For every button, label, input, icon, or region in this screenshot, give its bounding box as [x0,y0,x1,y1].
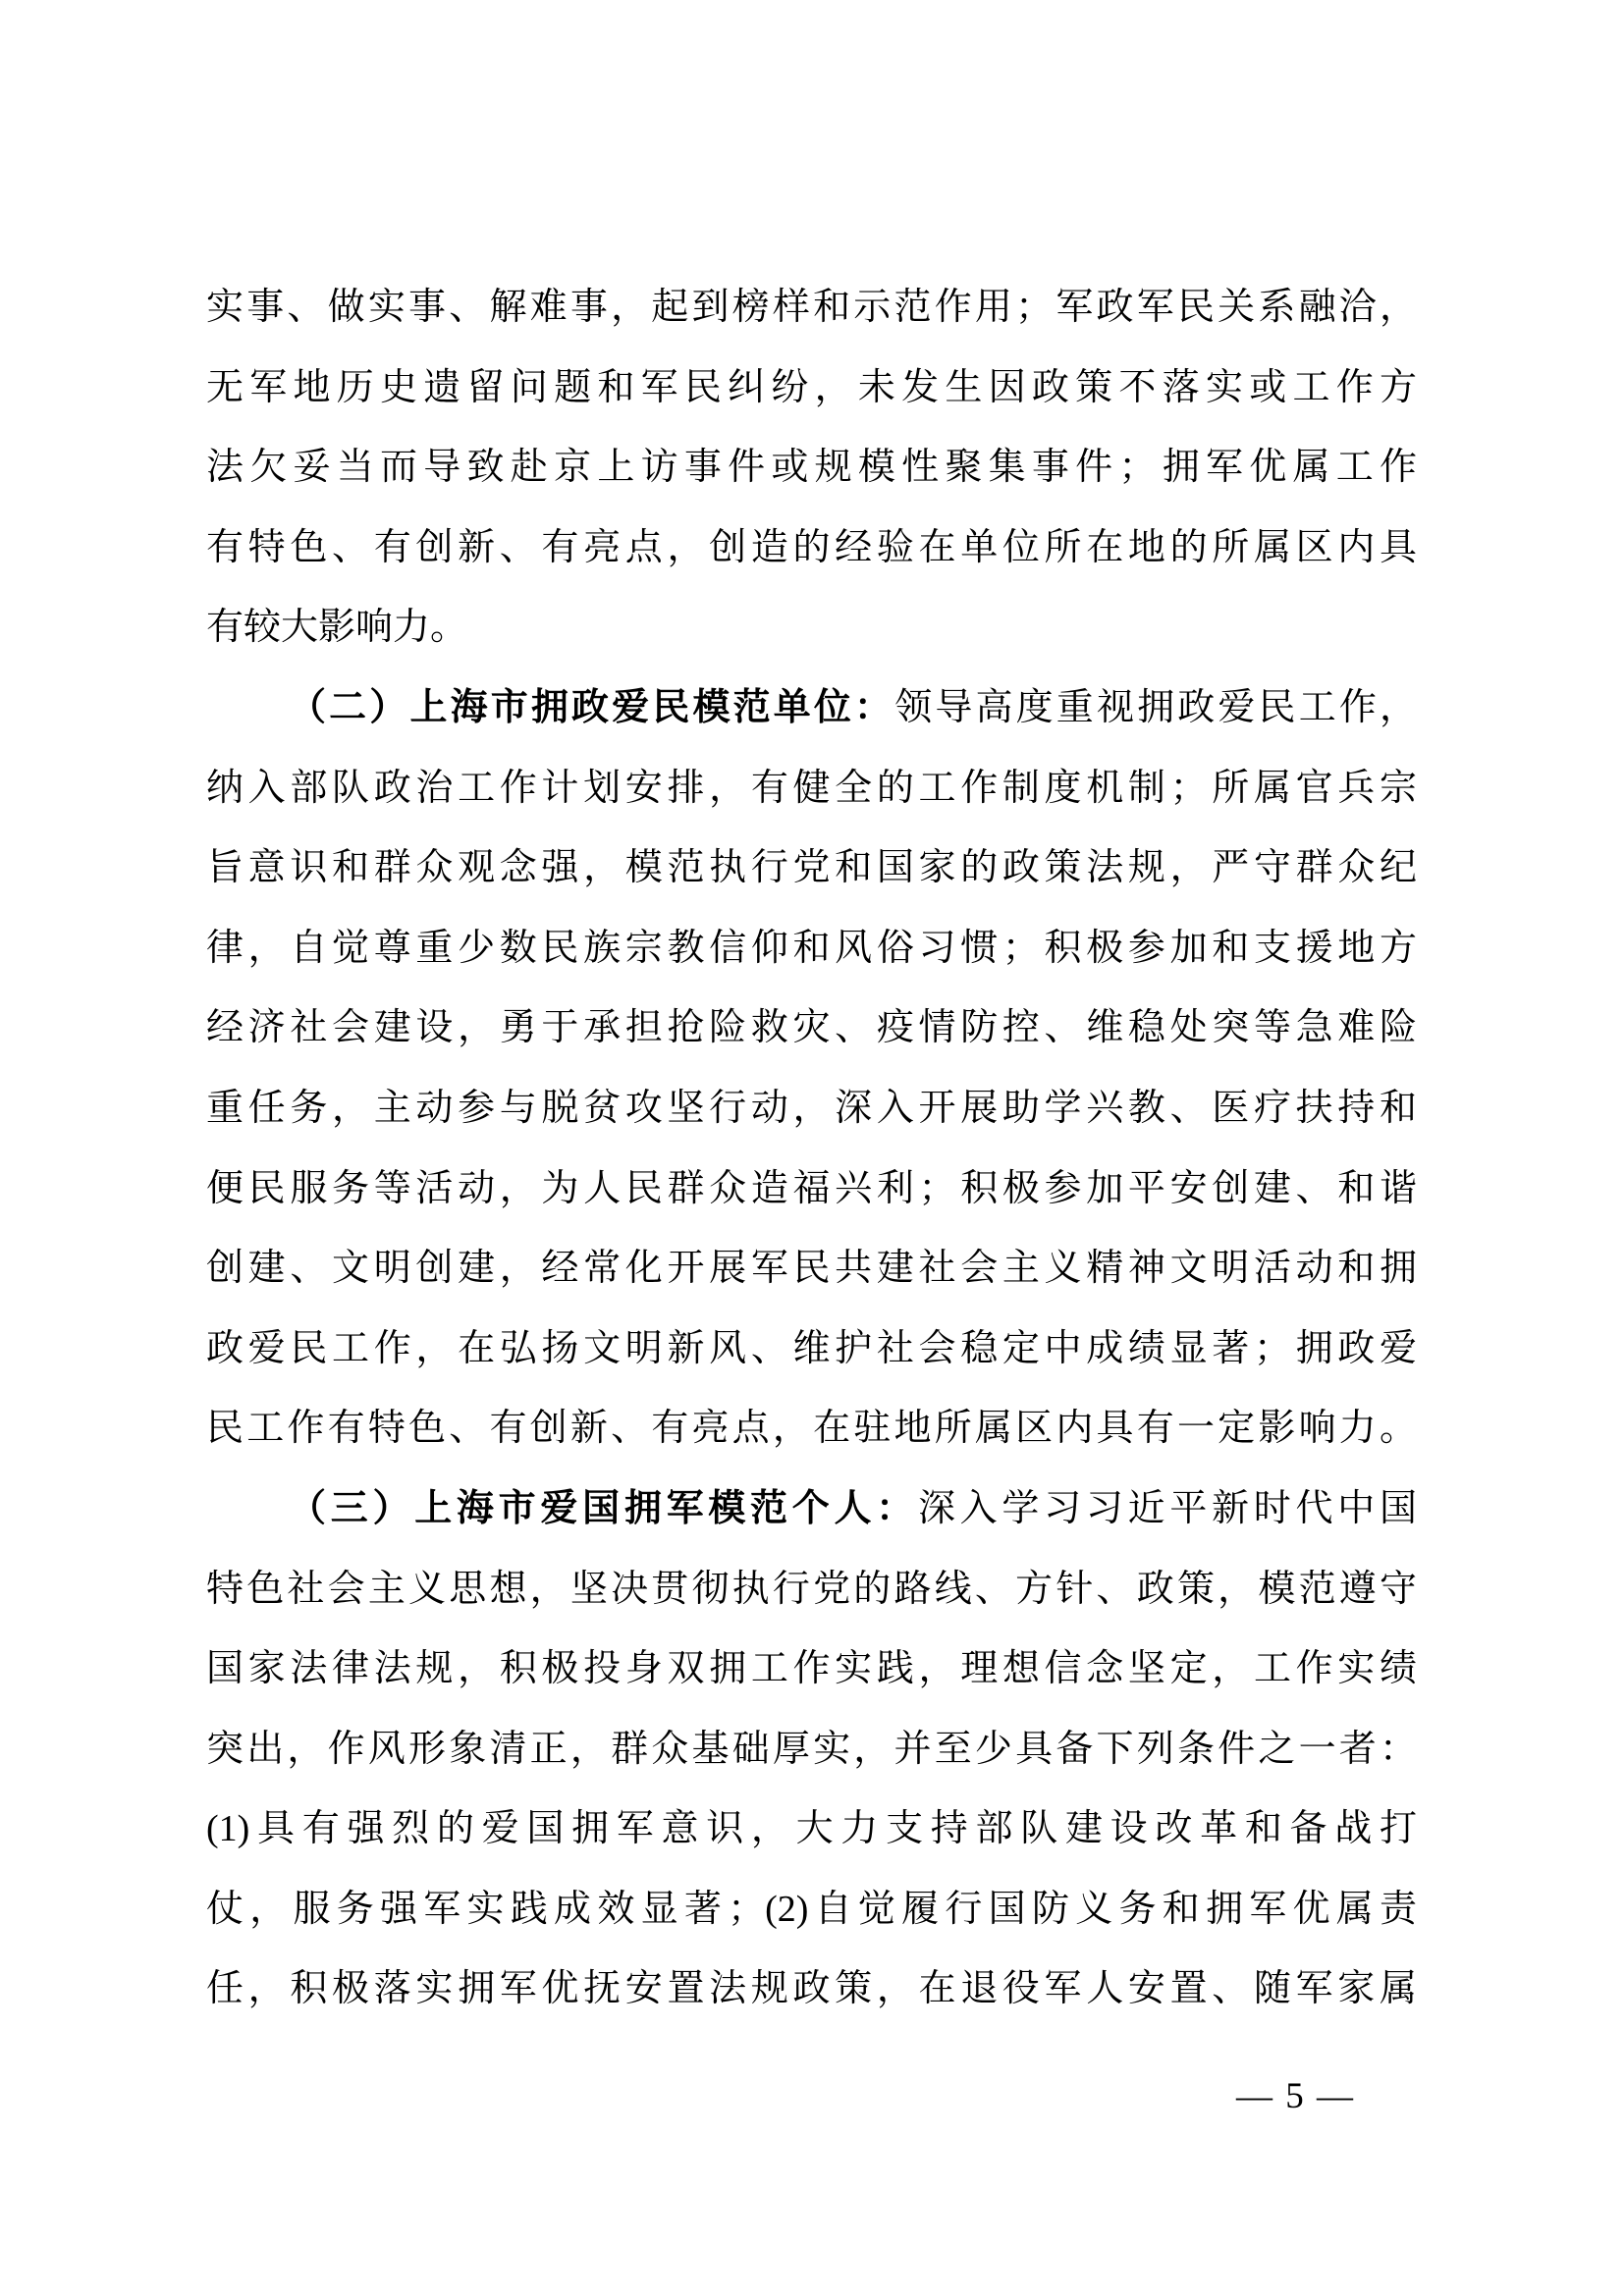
body-text: 有较大影响力。 [206,607,468,649]
body-text: 政爱民工作，在弘扬文明新风、维护社会稳定中成绩显著；拥政爱 [206,1327,1417,1369]
body-text: 突出，作风形象清正，群众基础厚实，并至少具备下列条件之一者： [206,1728,1417,1770]
body-line [206,588,1417,668]
body-text: 创建、文明创建，经常化开展军民共建社会主义精神文明活动和拥 [206,1248,1417,1290]
body-text: 经济社会建设，勇于承担抢险救灾、疫情防控、维稳处突等急难险 [206,1007,1417,1049]
body-text: 仗，服务强军实践成效显著；(2)自觉履行国防义务和拥军优属责 [206,1888,1417,1930]
section-heading: （三）上海市爱国拥军模范个人： [289,1487,918,1529]
body-text: 法欠妥当而导致赴京上访事件或规模性聚集事件；拥军优属工作 [206,447,1417,489]
body-line [206,1870,1417,1950]
body-line [206,1629,1417,1710]
body-text: 特色社会主义思想，坚决贯彻执行党的路线、方针、政策，模范遵守 [206,1568,1417,1610]
body-text: 有特色、有创新、有亮点，创造的经验在单位所在地的所属区内具 [206,526,1417,568]
body-line [206,1949,1417,2030]
body-text: (1)具有强烈的爱国拥军意识，大力支持部队建设改革和备战打 [206,1808,1417,1850]
section-heading: （二）上海市拥政爱民模范单位： [289,686,895,728]
body-text: 无军地历史遗留问题和军民纠纷，未发生因政策不落实或工作方 [206,366,1417,408]
body-line [206,988,1417,1069]
body-line [206,428,1417,508]
body-text: 律，自觉尊重少数民族宗教信仰和风俗习惯；积极参加和支援地方 [206,927,1417,969]
body-line [206,749,1417,829]
document-body [206,268,1417,2030]
body-text: 国家法律法规，积极投身双拥工作实践，理想信念坚定，工作实绩 [206,1648,1417,1690]
body-line [206,828,1417,909]
body-text: 便民服务等活动，为人民群众造福兴利；积极参加平安创建、和谐 [206,1167,1417,1209]
body-text: 旨意识和群众观念强，模范执行党和国家的政策法规，严守群众纪 [206,847,1417,889]
body-text: 重任务，主动参与脱贫攻坚行动，深入开展助学兴教、医疗扶持和 [206,1087,1417,1129]
body-text: 领导高度重视拥政爱民工作， [894,686,1417,728]
body-line [206,348,1417,429]
body-text: 任，积极落实拥军优抚安置法规政策，在退役军人安置、随军家属 [206,1968,1417,2010]
page-number [1192,2042,1355,2151]
page-number-text: — 5 — [1236,2076,1355,2116]
body-line [206,1710,1417,1790]
body-line [206,909,1417,989]
body-text: 实事、做实事、解难事，起到榜样和示范作用；军政军民关系融洽， [206,287,1417,328]
body-line [206,1149,1417,1230]
body-line [206,1389,1417,1469]
body-line [206,1789,1417,1870]
body-line [206,1469,1417,1550]
body-line [206,508,1417,589]
body-text: 纳入部队政治工作计划安排，有健全的工作制度机制；所属官兵宗 [206,767,1417,809]
body-text: 民工作有特色、有创新、有亮点，在驻地所属区内具有一定影响力。 [206,1408,1417,1450]
body-text: 深入学习习近平新时代中国 [917,1487,1417,1529]
body-line [206,268,1417,348]
body-line [206,1069,1417,1149]
body-line [206,1309,1417,1390]
body-line [206,668,1417,749]
body-line [206,1229,1417,1309]
body-line [206,1550,1417,1630]
